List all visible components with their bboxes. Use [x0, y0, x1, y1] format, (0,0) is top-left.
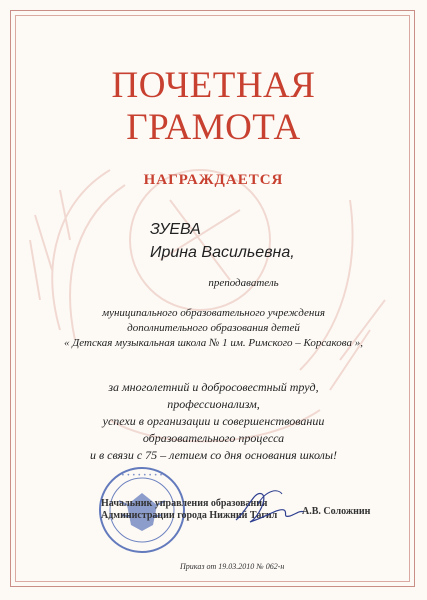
order-reference: Приказ от 19.03.2010 № 062-н: [180, 562, 285, 571]
signatory-name: А.В. Соложнин: [302, 506, 371, 517]
merit-line: профессионализм,: [167, 397, 260, 411]
svg-text:• • • • • • • •: • • • • • • • •: [121, 472, 163, 479]
title-line-2: ГРАМОТА: [126, 107, 301, 148]
signatory-title-line: Начальник управления образования: [101, 498, 268, 509]
recipient-position: преподаватель: [208, 277, 279, 289]
organization-line: дополнительного образования детей: [127, 322, 300, 334]
merit-line: за многолетний и добросовестный труд,: [108, 380, 319, 394]
signatory-title-line: Администрации города Нижний Тагил: [101, 510, 278, 521]
award-heading: НАГРАЖДАЕТСЯ: [143, 172, 284, 188]
handwritten-signature: [228, 480, 308, 530]
recipient-surname: ЗУЕВА: [150, 221, 201, 238]
merit-line: и в связи с 75 – летием со дня основания школы!: [89, 448, 338, 462]
title-line-1: ПОЧЕТНАЯ: [111, 65, 316, 106]
merit-line: успехи в организации и совершенствовании: [102, 414, 325, 428]
merit-line: образовательного процесса: [142, 431, 285, 445]
organization-line: « Детская музыкальная школа № 1 им. Римского – Корсакова »,: [64, 337, 363, 349]
organization-line: муниципального образовательного учреждения: [102, 307, 325, 319]
recipient-name: Ирина Васильевна,: [150, 244, 295, 261]
